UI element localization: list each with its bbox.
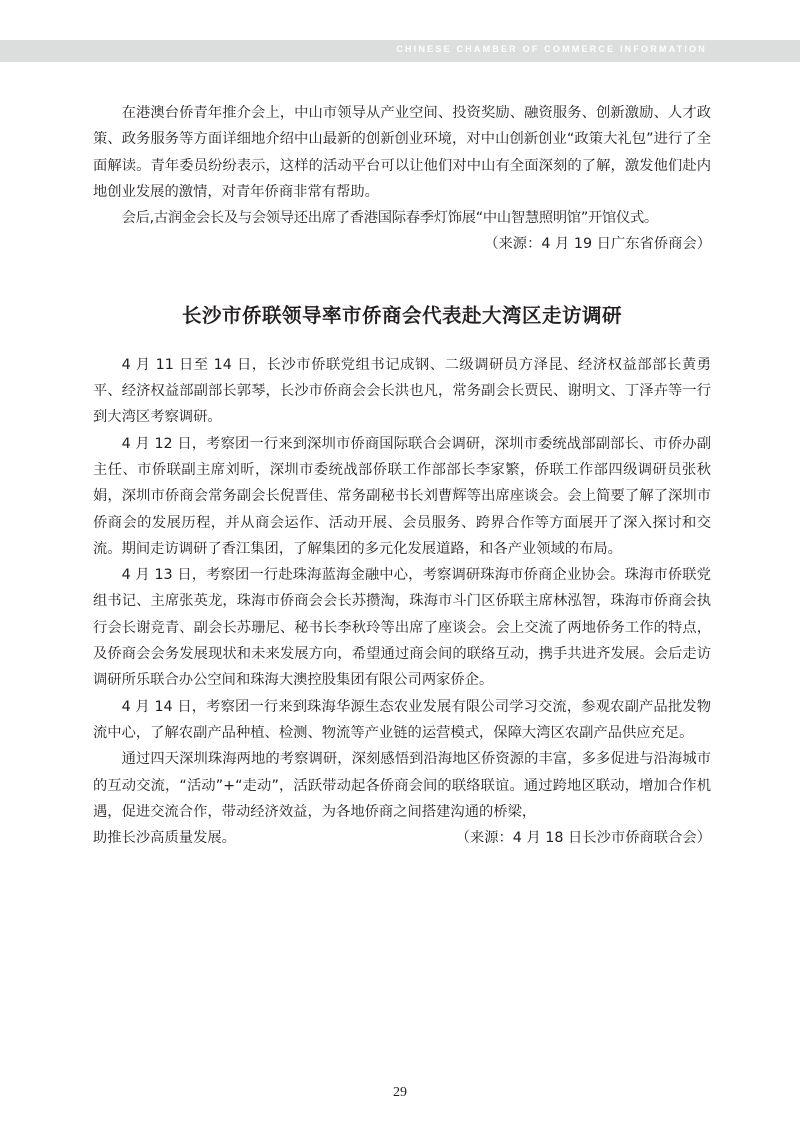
page-number: 29	[393, 1085, 407, 1100]
article2-last-line-text: 助推长沙高质量发展。	[93, 830, 236, 847]
header-band	[0, 40, 800, 62]
article2-title: 长沙市侨联领导率市侨商会代表赴大湾区走访调研	[181, 303, 622, 327]
article1-source: （来源：4 月 19 日广东省侨商会）	[484, 236, 711, 253]
header-title: CHINESE CHAMBER OF COMMERCE INFORMATION	[396, 44, 707, 54]
article2-paragraph-3: 4 月 13 日，考察团一行赴珠海蓝海金融中心，考察调研珠海市侨商企业协会。珠海市侨联党组书记、主席张英龙，珠海市侨商会会长苏攒淘，珠海市斗门区侨联主席林泓智，珠海市侨商会执行会长谢竞青、副会长苏珊尼、秘书长李秋玲等出席了座谈会。会上交流了两地侨务工作的特点，及侨商会会务发展现状和未来发展方向，希望通过商会间的联络互动，携手共进齐发展。会后走访调研所乐联合办公空间和珠海大澳控股集团有限公司两家侨企。	[93, 567, 711, 689]
page-content	[93, 100, 711, 851]
article2-source: （来源：4 月 18 日长沙市侨商联合会）	[455, 830, 711, 847]
article2-last-line	[93, 825, 711, 851]
article2-paragraph-5: 通过四天深圳珠海两地的考察调研，深刻感悟到沿海地区侨资源的丰富，多多促进与沿海城市的互动交流，“活动”+“走动”，活跃带动起各侨商会间的联络联谊。通过跨地区联动，增加合作机遇，促进交流合作，带动经济效益，为各地侨商之间搭建沟通的桥梁，	[93, 751, 711, 820]
article2-paragraph-4: 4 月 14 日，考察团一行来到珠海华源生态农业发展有限公司学习交流，参观农副产品批发物流中心，了解农副产品种植、检测、物流等产业链的运营模式，保障大湾区农副产品供应充足。	[93, 698, 711, 741]
article2-paragraph-2: 4 月 12 日，考察团一行来到深圳市侨商国际联合会调研，深圳市委统战部副部长、市侨办副主任、市侨联副主席刘昕，深圳市委统战部侨联工作部部长李家繁，侨联工作部四级调研员张秋娟，深圳市侨商会常务副会长倪晋佳、常务副秘书长刘曹辉等出席座谈会。会上简要了解了深圳市侨商会的发展历程，并从商会运作、活动开展、会员服务、跨界合作等方面展开了深入探讨和交流。期间走访调研了香江集团，了解集团的多元化发展道路，和各产业领域的布局。	[93, 435, 711, 557]
article2-paragraph-1: 4 月 11 日至 14 日，长沙市侨联党组书记成钢、二级调研员方泽昆、经济权益部部长黄勇平、经济权益部副部长郭琴，长沙市侨商会会长洪也凡，常务副会长贾民、谢明文、丁泽卉等一行到大湾区考察调研。	[93, 356, 711, 426]
article1-paragraph-1: 在港澳台侨青年推介会上，中山市领导从产业空间、投资奖励、融资服务、创新激励、人才政策、政务服务等方面详细地介绍中山最新的创新创业环境，对中山创新创业“政策大礼包”进行了全面解读。青年委员纷纷表示，这样的活动平台可以让他们对中山有全面深刻的了解，激发他们赴内地创业发展的激情，对青年侨商非常有帮助。	[93, 105, 711, 200]
article1-paragraph-2: 会后,古润金会长及与会领导还出席了香港国际春季灯饰展“中山智慧照明馆”开馆仪式。	[121, 210, 658, 227]
